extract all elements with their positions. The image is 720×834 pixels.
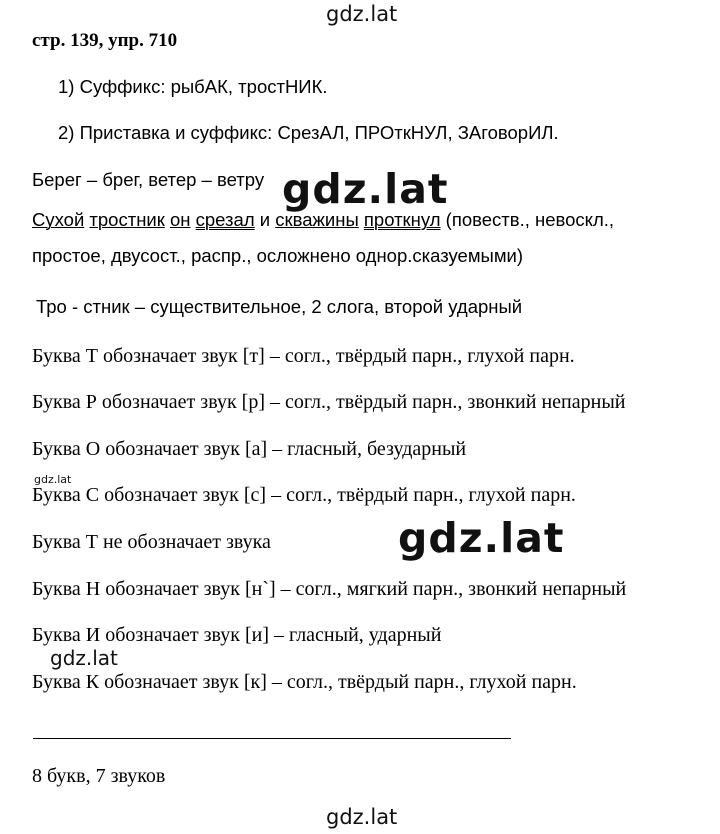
item-2: 2) Приставка и суффикс: СрезАЛ, ПРОткНУЛ, ЗАговорИЛ.: [58, 122, 559, 143]
watermark-large-1: gdz.lat: [282, 165, 449, 213]
item-1: 1) Суффикс: рыбАК, тростНИК.: [58, 76, 328, 97]
letter-line: Буква Т обозначает звук [т] – согл., твёрдый парн., глухой парн.: [32, 345, 575, 367]
watermark-small: gdz.lat: [34, 473, 72, 486]
sentence-word: он: [169, 209, 191, 230]
watermark-large-2: gdz.lat: [398, 514, 565, 562]
analysis-head: Тро - стник – существительное, 2 слога, второй ударный: [36, 296, 523, 317]
sentence-line-2: простое, двусост., распр., осложнено однор.сказуемыми): [32, 245, 524, 266]
letter-line: Буква И обозначает звук [и] – гласный, ударный: [32, 624, 442, 646]
summary: 8 букв, 7 звуков: [32, 765, 166, 787]
sentence-word: проткнул: [363, 209, 441, 230]
letter-line: Буква Р обозначает звук [р] – согл., твёрдый парн., звонкий непарный: [32, 391, 626, 413]
sentence-tail: (повеств., невоскл.,: [440, 209, 615, 230]
letter-line: Буква О обозначает звук [а] – гласный, безударный: [32, 438, 467, 460]
letter-line: Буква Т не обозначает звука: [32, 531, 271, 553]
sentence-word: тростник: [89, 209, 165, 230]
sentence-word: скважины: [275, 209, 359, 230]
exercise-header: стр. 139, упр. 710: [32, 30, 178, 51]
sentence-word: срезал: [195, 209, 255, 230]
words-line: Берег – брег, ветер – ветру: [32, 169, 265, 190]
separator-line: [33, 738, 511, 739]
watermark-top: gdz.lat: [326, 2, 398, 26]
sentence-word: Сухой: [32, 209, 85, 230]
watermark-mid: gdz.lat: [50, 646, 118, 670]
sentence-word: и: [259, 209, 271, 230]
letter-line: Буква К обозначает звук [к] – согл., твёрдый парн., глухой парн.: [32, 671, 577, 693]
watermark-bottom: gdz.lat: [326, 805, 398, 829]
letter-line: Буква С обозначает звук [с] – согл., твёрдый парн., глухой парн.: [32, 484, 576, 506]
letter-line: Буква Н обозначает звук [н`] – согл., мягкий парн., звонкий непарный: [32, 578, 627, 600]
